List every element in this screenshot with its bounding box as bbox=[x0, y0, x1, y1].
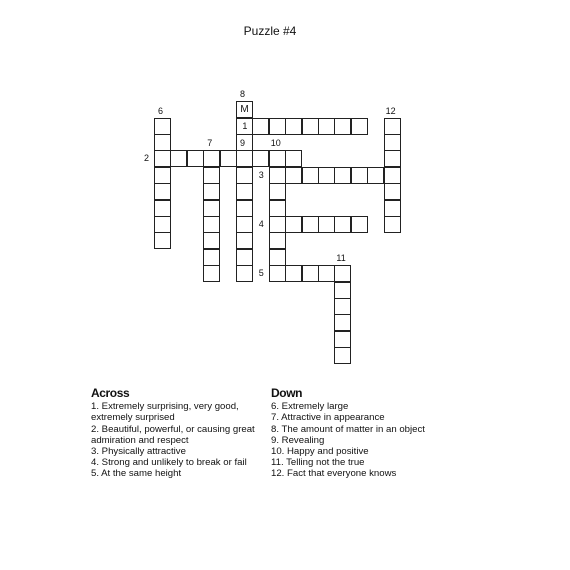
down-clue-9: 9. Revealing bbox=[271, 434, 325, 446]
grid-cell[interactable] bbox=[236, 183, 253, 200]
grid-cell[interactable] bbox=[367, 167, 384, 184]
grid-cell[interactable] bbox=[269, 183, 286, 200]
grid-cell[interactable] bbox=[318, 265, 335, 282]
clue-number-5: 5 bbox=[258, 268, 264, 279]
grid-cell[interactable] bbox=[203, 265, 220, 282]
grid-cell[interactable] bbox=[384, 150, 401, 167]
grid-cell[interactable] bbox=[318, 118, 335, 135]
across-clues bbox=[91, 388, 266, 480]
grid-cell[interactable] bbox=[236, 216, 253, 233]
grid-cell[interactable] bbox=[302, 216, 319, 233]
grid-cell[interactable] bbox=[302, 265, 319, 282]
clue-number-4: 4 bbox=[258, 219, 264, 229]
grid-cell[interactable] bbox=[334, 282, 351, 299]
down-clue-12: 12. Fact that everyone knows bbox=[271, 468, 397, 480]
grid-cell[interactable] bbox=[384, 118, 401, 135]
grid-letter: M bbox=[240, 104, 249, 116]
grid-cell[interactable] bbox=[269, 200, 286, 217]
grid-cell[interactable] bbox=[334, 167, 351, 184]
clue-number-6: 6 bbox=[158, 105, 164, 116]
clue-number-12: 12 bbox=[385, 105, 396, 116]
down-clue-11: 11. Telling not the true bbox=[271, 457, 365, 469]
grid-cell[interactable] bbox=[285, 118, 302, 135]
grid-cell[interactable] bbox=[285, 216, 302, 233]
grid-cell[interactable] bbox=[154, 200, 171, 217]
grid-cell[interactable] bbox=[334, 314, 351, 331]
grid-cell[interactable] bbox=[351, 167, 368, 184]
grid-cell[interactable] bbox=[269, 167, 286, 184]
grid-cell[interactable] bbox=[351, 216, 368, 233]
across-clue-1b: extremely surprised bbox=[91, 412, 175, 424]
clue-number-10: 10 bbox=[270, 138, 281, 149]
grid-cell[interactable] bbox=[236, 265, 253, 282]
grid-cell[interactable] bbox=[187, 150, 204, 167]
across-heading: Across bbox=[91, 386, 130, 400]
grid-cell[interactable] bbox=[203, 167, 220, 184]
grid-cell[interactable] bbox=[334, 331, 351, 348]
grid-cell[interactable] bbox=[318, 167, 335, 184]
grid-cell[interactable] bbox=[252, 150, 269, 167]
grid-cell[interactable] bbox=[236, 150, 253, 167]
across-clue-1a: 1. Extremely surprising, very good, bbox=[91, 401, 239, 413]
grid-cell[interactable] bbox=[203, 183, 220, 200]
grid-cell[interactable] bbox=[351, 118, 368, 135]
grid-cell[interactable] bbox=[334, 265, 351, 282]
grid-cell[interactable] bbox=[236, 232, 253, 249]
grid-cell[interactable] bbox=[269, 216, 286, 233]
grid-cell[interactable] bbox=[384, 134, 401, 151]
grid-cell[interactable] bbox=[384, 183, 401, 200]
grid-cell[interactable] bbox=[154, 150, 171, 167]
grid-cell[interactable] bbox=[154, 232, 171, 249]
grid-cell[interactable] bbox=[285, 167, 302, 184]
grid-cell[interactable] bbox=[154, 216, 171, 233]
grid-cell[interactable] bbox=[154, 118, 171, 135]
grid-cell[interactable] bbox=[236, 200, 253, 217]
across-clue-2a: 2. Beautiful, powerful, or causing great bbox=[91, 423, 255, 435]
grid-cell[interactable] bbox=[170, 150, 187, 167]
across-clue-3: 3. Physically attractive bbox=[91, 446, 186, 458]
down-clue-10: 10. Happy and positive bbox=[271, 446, 369, 458]
grid-cell[interactable] bbox=[334, 298, 351, 315]
down-clue-8: 8. The amount of matter in an object bbox=[271, 423, 425, 435]
grid-cell[interactable] bbox=[302, 118, 319, 135]
grid-cell[interactable] bbox=[154, 183, 171, 200]
puzzle-title: Puzzle #4 bbox=[243, 24, 297, 38]
grid-cell[interactable] bbox=[203, 249, 220, 266]
grid-cell[interactable] bbox=[334, 216, 351, 233]
down-heading: Down bbox=[271, 386, 303, 400]
grid-cell[interactable] bbox=[269, 232, 286, 249]
grid-cell[interactable] bbox=[154, 134, 171, 151]
clue-number-1: 1 bbox=[242, 120, 248, 131]
grid-cell[interactable] bbox=[318, 216, 335, 233]
clue-number-2: 2 bbox=[144, 153, 150, 164]
down-clue-6: 6. Extremely large bbox=[271, 401, 349, 413]
grid-cell[interactable] bbox=[203, 216, 220, 233]
grid-cell[interactable] bbox=[154, 167, 171, 184]
across-clue-2b: admiration and respect bbox=[91, 434, 189, 446]
grid-cell[interactable] bbox=[269, 150, 286, 167]
clue-number-11: 11 bbox=[336, 253, 346, 264]
grid-cell[interactable] bbox=[285, 265, 302, 282]
grid-cell[interactable] bbox=[269, 265, 286, 282]
grid-cell[interactable] bbox=[236, 249, 253, 266]
grid-cell[interactable] bbox=[334, 118, 351, 135]
grid-cell[interactable] bbox=[285, 150, 302, 167]
clue-number-8: 8 bbox=[240, 89, 246, 100]
grid-cell[interactable] bbox=[203, 200, 220, 217]
grid-cell[interactable] bbox=[269, 118, 286, 135]
grid-cell[interactable] bbox=[384, 216, 401, 233]
grid-cell[interactable] bbox=[269, 249, 286, 266]
clue-number-9: 9 bbox=[240, 138, 246, 149]
down-clues bbox=[271, 388, 471, 480]
down-clue-7: 7. Attractive in appearance bbox=[271, 412, 385, 424]
grid-cell[interactable] bbox=[334, 347, 351, 364]
grid-cell[interactable] bbox=[302, 167, 319, 184]
grid-cell[interactable] bbox=[252, 118, 269, 135]
clue-number-7: 7 bbox=[207, 138, 213, 149]
grid-cell[interactable] bbox=[236, 167, 253, 184]
clue-number-3: 3 bbox=[258, 169, 264, 180]
across-clue-4: 4. Strong and unlikely to break or fail bbox=[91, 457, 247, 469]
grid-cell[interactable] bbox=[384, 200, 401, 217]
across-clue-5: 5. At the same height bbox=[91, 468, 182, 480]
grid-cell[interactable] bbox=[203, 150, 220, 167]
grid-cell[interactable] bbox=[220, 150, 237, 167]
grid-cell[interactable] bbox=[384, 167, 401, 184]
grid-cell[interactable] bbox=[203, 232, 220, 249]
